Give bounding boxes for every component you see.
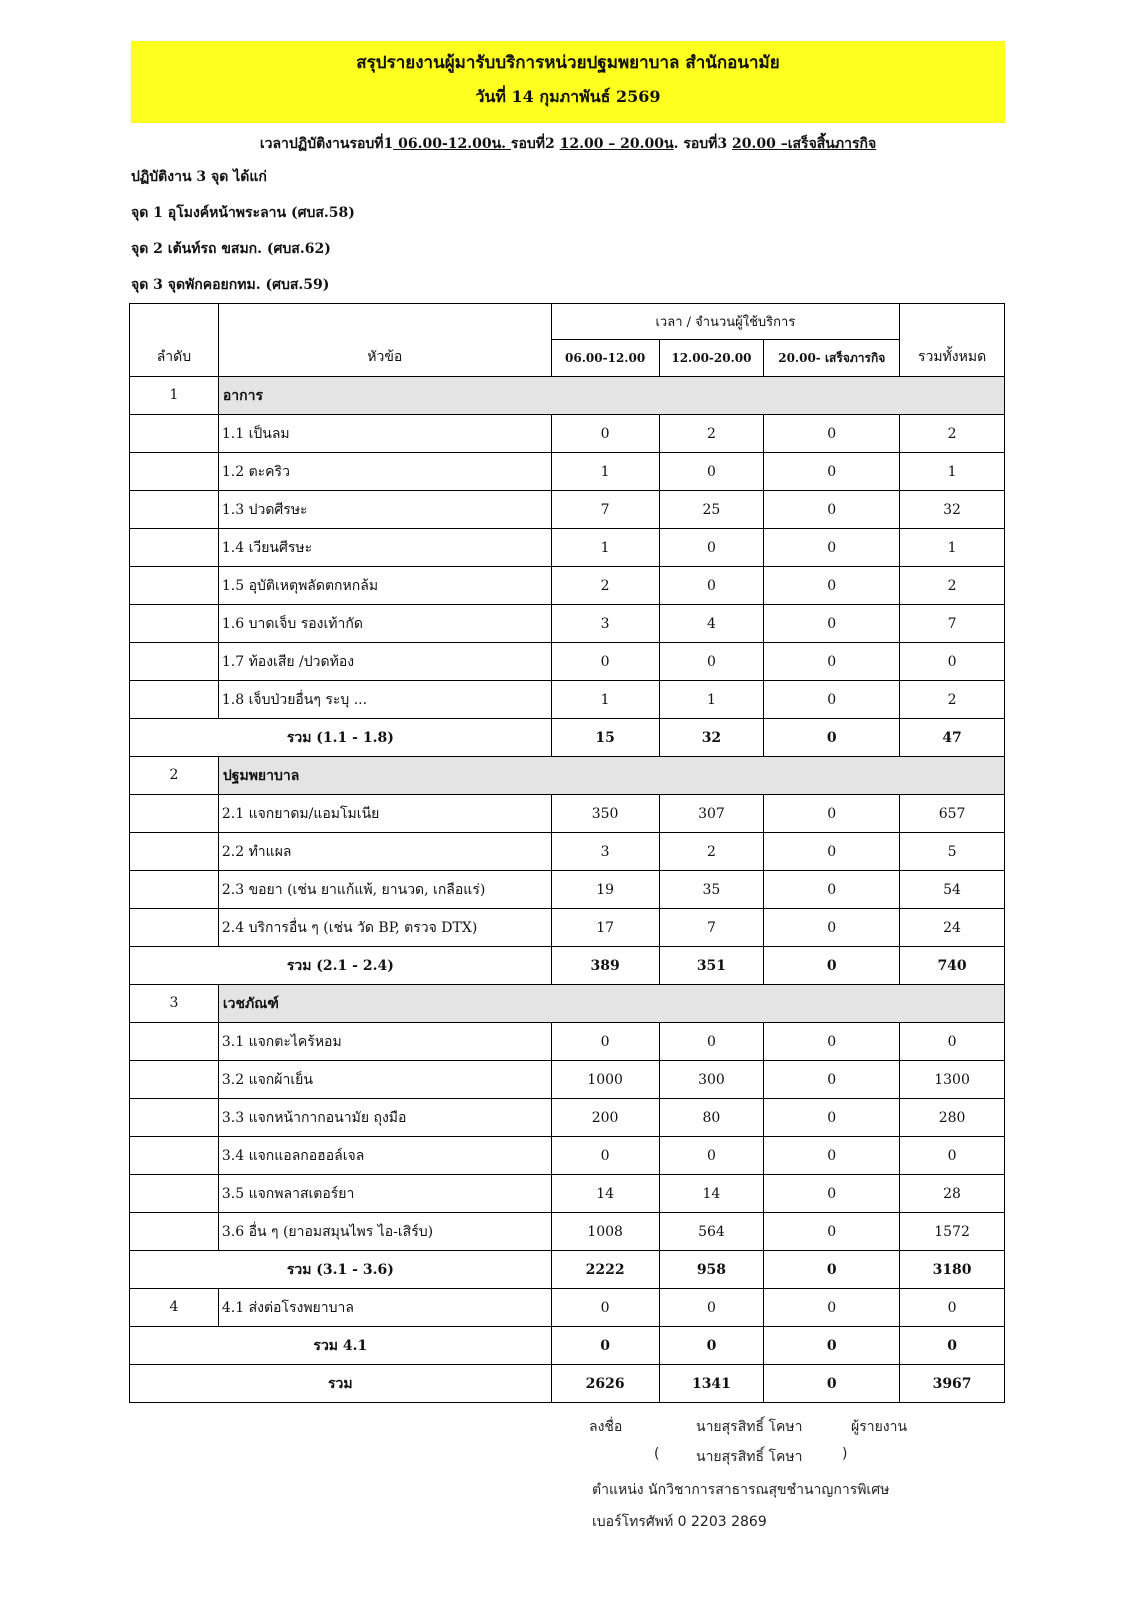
- value-col-b: 2: [659, 415, 764, 453]
- index-spacer: [130, 1213, 219, 1251]
- value-total: 2: [900, 567, 1005, 605]
- header-total: รวมทั้งหมด: [900, 304, 1005, 377]
- section-index: 2: [130, 757, 219, 795]
- section-index: 1: [130, 377, 219, 415]
- value-total: 0: [900, 1137, 1005, 1175]
- table-row: [130, 1289, 1005, 1327]
- table-body: [130, 377, 1005, 1403]
- subtotal-col-c: 0: [764, 1327, 900, 1365]
- value-col-c: 0: [764, 833, 900, 871]
- subtotal-col-c: 0: [764, 1251, 900, 1289]
- index-spacer: [130, 871, 219, 909]
- subtotal-col-b: 958: [659, 1251, 764, 1289]
- value-total: 280: [900, 1099, 1005, 1137]
- table-row: [130, 491, 1005, 529]
- value-col-c: 0: [764, 605, 900, 643]
- value-col-c: 0: [764, 567, 900, 605]
- service-table: [129, 303, 1005, 1403]
- value-col-a: 0: [551, 643, 659, 681]
- intro-line-0: ปฏิบัติงาน 3 จุด ได้แก่: [131, 169, 267, 185]
- value-col-a: 350: [551, 795, 659, 833]
- index-spacer: [130, 415, 219, 453]
- subtotal-label: รวม (3.1 - 3.6): [130, 1251, 552, 1289]
- item-label: 3.1 แจกตะไคร้หอม: [218, 1023, 551, 1061]
- header-topic: หัวข้อ: [218, 304, 551, 377]
- grand-total-label: รวม: [130, 1365, 552, 1403]
- value-total: 0: [900, 643, 1005, 681]
- subtotal-row: [130, 1251, 1005, 1289]
- grand-total-col-a: 2626: [551, 1365, 659, 1403]
- value-total: 2: [900, 415, 1005, 453]
- subtotal-col-b: 351: [659, 947, 764, 985]
- grand-total-col-c: 0: [764, 1365, 900, 1403]
- index-spacer: [130, 643, 219, 681]
- subtotal-total: 3180: [900, 1251, 1005, 1289]
- item-label: 3.2 แจกผ้าเย็น: [218, 1061, 551, 1099]
- value-col-b: 80: [659, 1099, 764, 1137]
- sign-label: ลงชื่อ: [589, 1419, 623, 1435]
- subtotal-total: 0: [900, 1327, 1005, 1365]
- subtotal-col-a: 2222: [551, 1251, 659, 1289]
- signer-role: ผู้รายงาน: [851, 1419, 908, 1435]
- shift-prefix: เวลาปฏิบัติงานรอบที่1: [259, 136, 394, 152]
- index-spacer: [130, 833, 219, 871]
- value-col-c: 0: [764, 1175, 900, 1213]
- value-col-c: 0: [764, 1137, 900, 1175]
- value-col-b: 0: [659, 1137, 764, 1175]
- shift-round-3: 20.00 –เสร็จสิ้นภารกิจ: [732, 136, 877, 152]
- value-col-a: 200: [551, 1099, 659, 1137]
- printed-name: นายสุรสิทธิ์ โคษา: [696, 1449, 803, 1465]
- value-col-c: 0: [764, 1023, 900, 1061]
- item-label: 3.6 อื่น ๆ (ยาอมสมุนไพร ไอ-เสิร์บ): [218, 1213, 551, 1251]
- value-total: 32: [900, 491, 1005, 529]
- value-col-a: 3: [551, 605, 659, 643]
- value-total: 1: [900, 453, 1005, 491]
- value-col-b: 0: [659, 529, 764, 567]
- section-title: ปฐมพยาบาล: [218, 757, 1004, 795]
- value-col-b: 0: [659, 567, 764, 605]
- subtotal-col-a: 15: [551, 719, 659, 757]
- value-col-c: 0: [764, 529, 900, 567]
- subtotal-total: 740: [900, 947, 1005, 985]
- value-total: 24: [900, 909, 1005, 947]
- value-col-c: 0: [764, 909, 900, 947]
- value-total: 1: [900, 529, 1005, 567]
- subtotal-label: รวม (2.1 - 2.4): [130, 947, 552, 985]
- table-row: [130, 833, 1005, 871]
- value-col-b: 14: [659, 1175, 764, 1213]
- item-label: 1.1 เป็นลม: [218, 415, 551, 453]
- paren-open: (: [654, 1446, 660, 1462]
- title-banner: [131, 41, 1005, 123]
- section-row: [130, 985, 1005, 1023]
- table-row: [130, 1137, 1005, 1175]
- header-index: ลำดับ: [130, 304, 219, 377]
- table-row: [130, 871, 1005, 909]
- intro-line-3: จุด 3 จุดพักคอยกทม. (ศบส.59): [131, 277, 330, 293]
- value-col-c: 0: [764, 1099, 900, 1137]
- item-label: 4.1 ส่งต่อโรงพยาบาล: [218, 1289, 551, 1327]
- index-spacer: [130, 1023, 219, 1061]
- intro-line-2: จุด 2 เต้นท์รถ ขสมก. (ศบส.62): [131, 241, 331, 257]
- index-spacer: [130, 1099, 219, 1137]
- value-col-b: 4: [659, 605, 764, 643]
- value-col-c: 0: [764, 491, 900, 529]
- value-col-b: 25: [659, 491, 764, 529]
- index-spacer: [130, 491, 219, 529]
- subtotal-col-c: 0: [764, 719, 900, 757]
- value-total: 657: [900, 795, 1005, 833]
- index-spacer: [130, 1137, 219, 1175]
- subtotal-label: รวม 4.1: [130, 1327, 552, 1365]
- header-col-c: 20.00- เสร็จภารกิจ: [764, 340, 900, 377]
- table-row: [130, 795, 1005, 833]
- signer-phone: เบอร์โทรศัพท์ 0 2203 2869: [592, 1514, 767, 1530]
- value-col-c: 0: [764, 871, 900, 909]
- value-col-b: 307: [659, 795, 764, 833]
- section-row: [130, 757, 1005, 795]
- intro-line-1: จุด 1 อุโมงค์หน้าพระลาน (ศบส.58): [131, 205, 355, 221]
- value-col-b: 0: [659, 453, 764, 491]
- shift-round-2: 12.00 – 20.00น: [559, 136, 674, 152]
- value-col-c: 0: [764, 415, 900, 453]
- item-label: 2.3 ขอยา (เช่น ยาแก้แพ้, ยานวด, เกลือแร่): [218, 871, 551, 909]
- value-total: 54: [900, 871, 1005, 909]
- value-col-b: 564: [659, 1213, 764, 1251]
- value-col-a: 1008: [551, 1213, 659, 1251]
- value-col-c: 0: [764, 1289, 900, 1327]
- table-row: [130, 643, 1005, 681]
- value-col-a: 0: [551, 1023, 659, 1061]
- item-label: 2.2 ทำแผล: [218, 833, 551, 871]
- index-spacer: [130, 529, 219, 567]
- value-total: 2: [900, 681, 1005, 719]
- value-col-c: 0: [764, 1061, 900, 1099]
- index-spacer: [130, 1061, 219, 1099]
- shift-mid-2: . รอบที่3: [673, 136, 732, 152]
- subtotal-col-a: 389: [551, 947, 659, 985]
- value-col-a: 1: [551, 681, 659, 719]
- table-row: [130, 453, 1005, 491]
- item-label: 1.8 เจ็บป่วยอื่นๆ ระบุ ...: [218, 681, 551, 719]
- value-total: 1572: [900, 1213, 1005, 1251]
- subtotal-col-b: 32: [659, 719, 764, 757]
- index-spacer: [130, 1175, 219, 1213]
- value-col-b: 35: [659, 871, 764, 909]
- value-col-b: 0: [659, 643, 764, 681]
- index-spacer: [130, 795, 219, 833]
- subtotal-row: [130, 719, 1005, 757]
- table-row: [130, 529, 1005, 567]
- item-label: 1.5 อุบัติเหตุพลัดตกหกล้ม: [218, 567, 551, 605]
- value-col-b: 1: [659, 681, 764, 719]
- item-label: 1.7 ท้องเสีย /ปวดท้อง: [218, 643, 551, 681]
- header-col-b: 12.00-20.00: [659, 340, 764, 377]
- item-label: 3.5 แจกพลาสเตอร์ยา: [218, 1175, 551, 1213]
- value-col-b: 0: [659, 1289, 764, 1327]
- item-label: 1.3 ปวดศีรษะ: [218, 491, 551, 529]
- table-row: [130, 681, 1005, 719]
- section-title: เวชภัณฑ์: [218, 985, 1004, 1023]
- paren-close: ): [842, 1446, 848, 1462]
- value-col-c: 0: [764, 795, 900, 833]
- grand-total-row: [130, 1365, 1005, 1403]
- index-spacer: [130, 681, 219, 719]
- signer-name: นายสุรสิทธิ์ โคษา: [696, 1419, 803, 1435]
- item-label: 3.4 แจกแอลกอฮอล์เจล: [218, 1137, 551, 1175]
- value-total: 1300: [900, 1061, 1005, 1099]
- value-col-a: 1: [551, 453, 659, 491]
- item-label: 1.6 บาดเจ็บ รองเท้ากัด: [218, 605, 551, 643]
- table-row: [130, 567, 1005, 605]
- value-col-a: 1000: [551, 1061, 659, 1099]
- table-row: [130, 909, 1005, 947]
- value-col-a: 19: [551, 871, 659, 909]
- table-row: [130, 1175, 1005, 1213]
- index-spacer: [130, 453, 219, 491]
- signer-position: ตำแหน่ง นักวิชาการสาธารณสุขชำนาญการพิเศษ: [592, 1482, 890, 1498]
- shift-mid-1: รอบที่2: [510, 136, 560, 152]
- subtotal-label: รวม (1.1 - 1.8): [130, 719, 552, 757]
- value-col-b: 2: [659, 833, 764, 871]
- index-spacer: [130, 567, 219, 605]
- value-total: 7: [900, 605, 1005, 643]
- value-col-c: 0: [764, 453, 900, 491]
- section-row: [130, 377, 1005, 415]
- index-spacer: [130, 909, 219, 947]
- grand-total-col-b: 1341: [659, 1365, 764, 1403]
- value-col-c: 0: [764, 681, 900, 719]
- value-total: 0: [900, 1023, 1005, 1061]
- header-group: เวลา / จำนวนผู้ใช้บริการ: [551, 304, 899, 340]
- value-col-b: 7: [659, 909, 764, 947]
- subtotal-row: [130, 1327, 1005, 1365]
- table-row: [130, 1061, 1005, 1099]
- shift-times: [131, 133, 1005, 155]
- value-col-a: 0: [551, 415, 659, 453]
- item-label: 2.4 บริการอื่น ๆ (เช่น วัด BP, ตรวจ DTX): [218, 909, 551, 947]
- item-label: 1.2 ตะคริว: [218, 453, 551, 491]
- item-label: 1.4 เวียนศีรษะ: [218, 529, 551, 567]
- subtotal-col-a: 0: [551, 1327, 659, 1365]
- item-label: 3.3 แจกหน้ากากอนามัย ถุงมือ: [218, 1099, 551, 1137]
- report-date: วันที่ 14 กุมภาพันธ์ 2569: [475, 87, 661, 106]
- value-col-a: 1: [551, 529, 659, 567]
- table-row: [130, 605, 1005, 643]
- subtotal-total: 47: [900, 719, 1005, 757]
- value-col-c: 0: [764, 1213, 900, 1251]
- shift-round-1: 06.00-12.00น.: [393, 136, 511, 152]
- value-total: 5: [900, 833, 1005, 871]
- value-col-a: 0: [551, 1137, 659, 1175]
- value-col-a: 17: [551, 909, 659, 947]
- value-col-b: 300: [659, 1061, 764, 1099]
- value-total: 0: [900, 1289, 1005, 1327]
- table-row: [130, 415, 1005, 453]
- header-col-a: 06.00-12.00: [551, 340, 659, 377]
- value-col-a: 0: [551, 1289, 659, 1327]
- value-col-a: 7: [551, 491, 659, 529]
- value-col-b: 0: [659, 1023, 764, 1061]
- index-spacer: [130, 605, 219, 643]
- subtotal-col-c: 0: [764, 947, 900, 985]
- value-col-a: 14: [551, 1175, 659, 1213]
- table-row: [130, 1099, 1005, 1137]
- value-col-a: 3: [551, 833, 659, 871]
- item-label: 2.1 แจกยาดม/แอมโมเนีย: [218, 795, 551, 833]
- table-row: [130, 1023, 1005, 1061]
- subtotal-col-b: 0: [659, 1327, 764, 1365]
- value-col-c: 0: [764, 643, 900, 681]
- table-row: [130, 1213, 1005, 1251]
- report-title: สรุปรายงานผู้มารับบริการหน่วยปฐมพยาบาล สำนักอนามัย: [356, 53, 780, 73]
- grand-total-total: 3967: [900, 1365, 1005, 1403]
- value-col-a: 2: [551, 567, 659, 605]
- subtotal-row: [130, 947, 1005, 985]
- value-total: 28: [900, 1175, 1005, 1213]
- section-title: อาการ: [218, 377, 1004, 415]
- section-index: 3: [130, 985, 219, 1023]
- section-index: 4: [130, 1289, 219, 1327]
